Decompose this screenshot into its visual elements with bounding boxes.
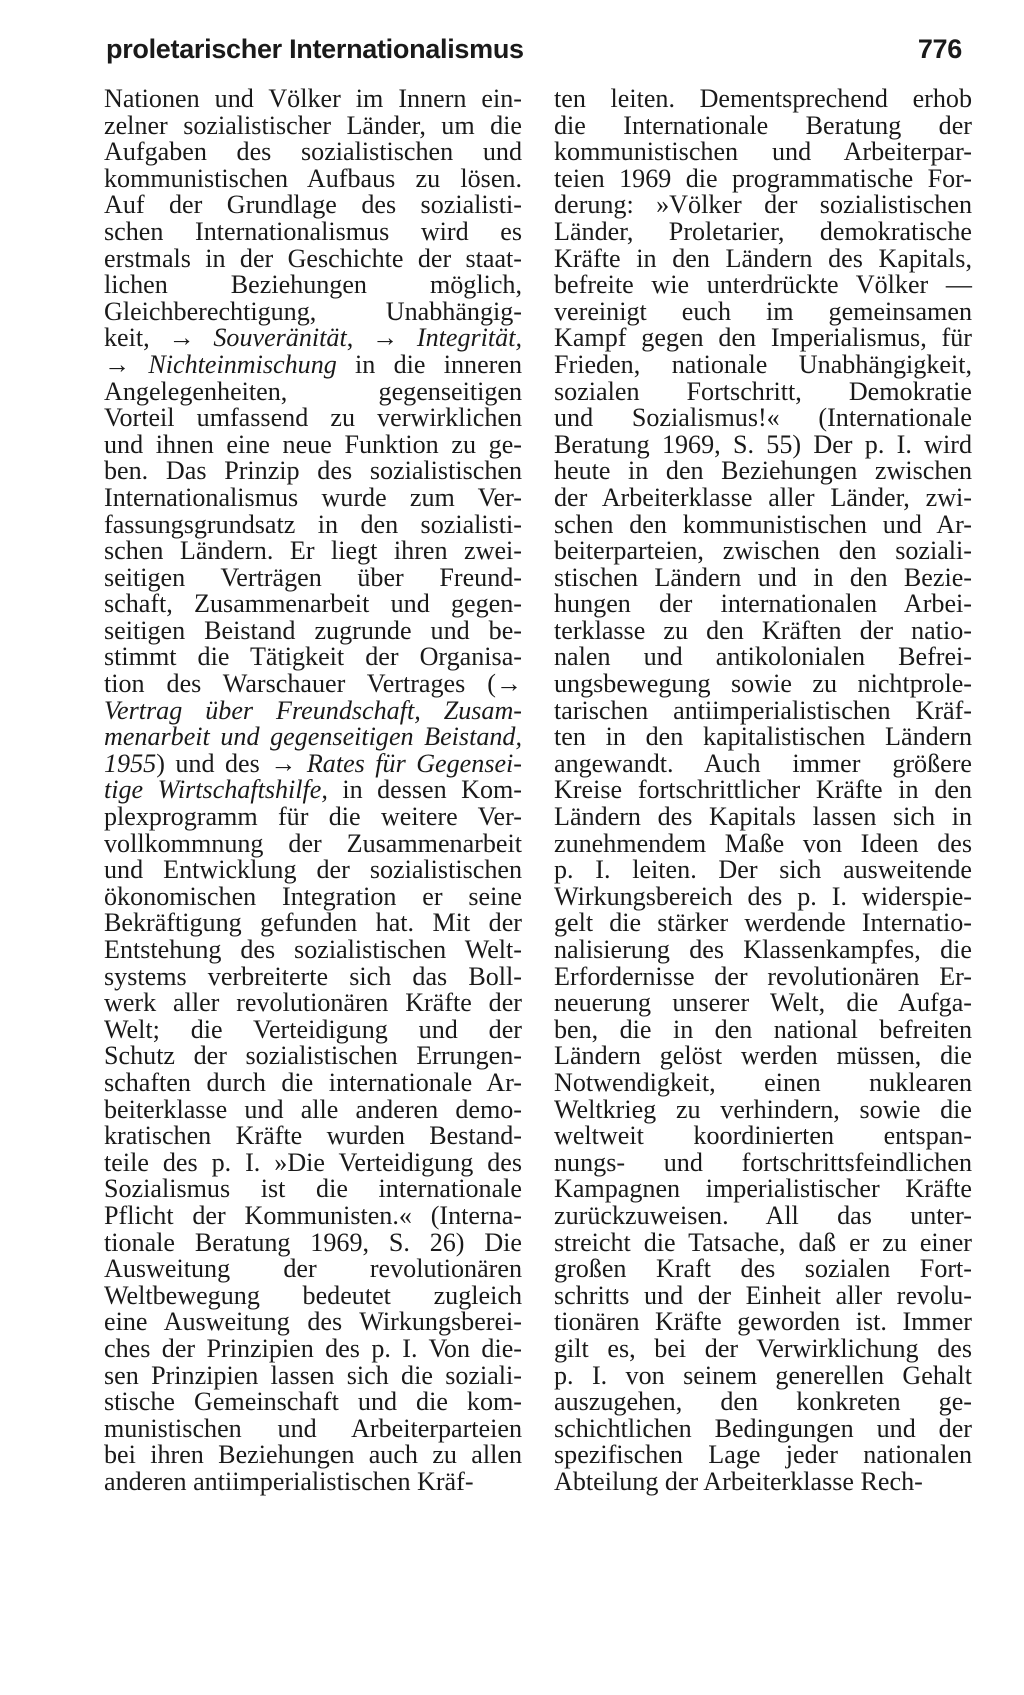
text-line: und Sozialismus!« (Internationale bbox=[554, 403, 972, 433]
text-line: menarbeit und gegenseitigen Beistand, bbox=[104, 722, 522, 752]
text-line: nalen und antikolonialen Befrei- bbox=[554, 642, 972, 672]
text-line: Kräfte in den Ländern des Kapitals, bbox=[554, 243, 972, 273]
text-line: der Arbeiterklasse aller Länder, zwi- bbox=[554, 482, 972, 512]
text-line: vollkommnung der Zusammenarbeit bbox=[104, 828, 522, 858]
text-line: spezifischen Lage jeder nationalen bbox=[554, 1440, 972, 1470]
text-line: Wirkungsbereich des p. I. widerspie- bbox=[554, 881, 972, 911]
entry-heading: proletarischer Internationalismus bbox=[106, 34, 524, 64]
text-line: heute in den Beziehungen zwischen bbox=[554, 456, 972, 486]
text-line: Bekräftigung gefunden hat. Mit der bbox=[104, 908, 522, 938]
text-line: ben, die in den national befreiten bbox=[554, 1014, 972, 1044]
text-line: teile des p. I. »Die Verteidigung des bbox=[104, 1147, 522, 1177]
text-line: und Entwicklung der sozialistischen bbox=[104, 855, 522, 885]
text-line: fassungsgrundsatz in den sozialisti- bbox=[104, 509, 522, 539]
text-line: lichen Beziehungen möglich, bbox=[104, 270, 522, 300]
text-line: ches der Prinzipien des p. I. Von die- bbox=[104, 1333, 522, 1363]
right-text-column bbox=[554, 86, 972, 1495]
text-line: plexprogramm für die weitere Ver- bbox=[104, 802, 522, 832]
text-line: vereinigt euch im gemeinsamen bbox=[554, 296, 972, 326]
text-line: Gleichberechtigung, Unabhängig- bbox=[104, 296, 522, 326]
text-line: derung: »Völker der sozialistischen bbox=[554, 190, 972, 220]
text-line: Internationalismus wurde zum Ver- bbox=[104, 482, 522, 512]
text-line: p. I. leiten. Der sich ausweitende bbox=[554, 855, 972, 885]
text-line: Kreise fortschrittlicher Kräfte in den bbox=[554, 775, 972, 805]
text-line: schaft, Zusammenarbeit und gegen- bbox=[104, 589, 522, 619]
text-line: angewandt. Auch immer größere bbox=[554, 748, 972, 778]
text-line: Ländern gelöst werden müssen, die bbox=[554, 1041, 972, 1071]
text-line: Kampf gegen den Imperialismus, für bbox=[554, 323, 972, 353]
text-line: Aufgaben des sozialistischen und bbox=[104, 137, 522, 167]
text-line: tarischen antiimperialistischen Kräf- bbox=[554, 695, 972, 725]
text-line: p. I. von seinem generellen Gehalt bbox=[554, 1360, 972, 1390]
text-line: neuerung unserer Welt, die Aufga- bbox=[554, 988, 972, 1018]
text-line: Beratung 1969, S. 55) Der p. I. wird bbox=[554, 429, 972, 459]
text-line: Vorteil umfassend zu verwirklichen bbox=[104, 403, 522, 433]
text-line: ten leiten. Dementsprechend erhob bbox=[554, 84, 972, 113]
text-line: Ausweitung der revolutionären bbox=[104, 1254, 522, 1284]
text-line: 1955) und des → Rates für Gegensei- bbox=[104, 748, 522, 778]
text-line: Entstehung des sozialistischen Welt- bbox=[104, 935, 522, 964]
text-line: stische Gemeinschaft und die kom- bbox=[104, 1387, 522, 1417]
text-line: werk aller revolutionären Kräfte der bbox=[104, 988, 522, 1018]
text-line: schen den kommunistischen und Ar- bbox=[554, 509, 972, 539]
text-line: Ländern des Kapitals lassen sich in bbox=[554, 802, 972, 832]
text-line: und ihnen eine neue Funktion zu ge- bbox=[104, 429, 522, 459]
text-line: systems verbreiterte sich das Boll- bbox=[104, 961, 522, 991]
text-line: Vertrag über Freundschaft, Zusam- bbox=[104, 695, 522, 725]
text-line: Abteilung der Arbeiterklasse Rech- bbox=[554, 1466, 923, 1496]
text-line: nalisierung des Klassenkampfes, die bbox=[554, 935, 972, 964]
text-line: tige Wirtschaftshilfe, in dessen Kom- bbox=[104, 775, 522, 805]
text-line: bei ihren Beziehungen auch zu allen bbox=[104, 1440, 522, 1470]
text-line: → Nichteinmischung in die inneren bbox=[104, 349, 522, 379]
page-number: 776 bbox=[917, 34, 962, 64]
text-line: kratischen Kräfte wurden Bestand- bbox=[104, 1121, 522, 1151]
text-line: keit, → Souveränität, → Integrität, bbox=[104, 323, 522, 353]
text-line: ten in den kapitalistischen Ländern bbox=[554, 722, 972, 752]
text-line: eine Ausweitung des Wirkungsberei- bbox=[104, 1307, 522, 1337]
text-line: schen Ländern. Er liegt ihren zwei- bbox=[104, 536, 522, 566]
text-line: zurückzuweisen. All das unter- bbox=[554, 1200, 972, 1230]
text-line: schritts und der Einheit aller revolu- bbox=[554, 1280, 972, 1310]
text-line: streicht die Tatsache, daß er zu einer bbox=[554, 1227, 972, 1257]
text-line: tionären Kräfte geworden ist. Immer bbox=[554, 1307, 972, 1337]
text-line: Weltbewegung bedeutet zugleich bbox=[104, 1280, 522, 1310]
text-line: Erfordernisse der revolutionären Er- bbox=[554, 961, 972, 991]
text-line: kommunistischen Aufbaus zu lösen. bbox=[104, 163, 522, 193]
text-line: auszugehen, den konkreten ge- bbox=[554, 1387, 972, 1417]
text-line: Weltkrieg zu verhindern, sowie die bbox=[554, 1094, 972, 1124]
text-line: Kampagnen imperialistischer Kräfte bbox=[554, 1174, 972, 1204]
text-line: stischen Ländern und in den Bezie- bbox=[554, 562, 972, 592]
text-line: tion des Warschauer Vertrages (→ bbox=[104, 669, 522, 699]
text-line: Schutz der sozialistischen Errungen- bbox=[104, 1041, 522, 1071]
text-line: gilt es, bei der Verwirklichung des bbox=[554, 1333, 972, 1363]
running-head bbox=[106, 34, 962, 74]
text-line: weltweit koordinierten entspan- bbox=[554, 1121, 972, 1151]
text-line: schichtlichen Bedingungen und der bbox=[554, 1413, 972, 1443]
text-line: teien 1969 die programmatische For- bbox=[554, 163, 972, 193]
text-line: beiterklasse und alle anderen demo- bbox=[104, 1094, 522, 1124]
text-line: seitigen Beistand zugrunde und be- bbox=[104, 615, 522, 645]
text-line: sen Prinzipien lassen sich die soziali- bbox=[104, 1360, 522, 1390]
text-line: Länder, Proletarier, demokratische bbox=[554, 216, 972, 246]
text-line: Angelegenheiten, gegenseitigen bbox=[104, 376, 522, 406]
text-line: zunehmendem Maße von Ideen des bbox=[554, 828, 972, 858]
text-line: seitigen Verträgen über Freund- bbox=[104, 562, 522, 592]
text-line: hungen der internationalen Arbei- bbox=[554, 589, 972, 619]
text-line: beiterparteien, zwischen den soziali- bbox=[554, 536, 972, 566]
text-line: schen Internationalismus wird es bbox=[104, 216, 522, 246]
text-line: schaften durch die internationale Ar- bbox=[104, 1067, 522, 1097]
text-line: erstmals in der Geschichte der staat- bbox=[104, 243, 522, 273]
text-line: Notwendigkeit, einen nuklearen bbox=[554, 1067, 972, 1097]
text-line: ungsbewegung sowie zu nichtprole- bbox=[554, 669, 972, 699]
text-line: die Internationale Beratung der bbox=[554, 110, 972, 140]
text-line: Sozialismus ist die internationale bbox=[104, 1174, 522, 1204]
text-line: Nationen und Völker im Innern ein- bbox=[104, 84, 522, 113]
text-line: kommunistischen und Arbeiterpar- bbox=[554, 137, 972, 167]
text-line: Welt; die Verteidigung und der bbox=[104, 1014, 522, 1044]
left-text-column bbox=[104, 86, 522, 1495]
text-line: großen Kraft des sozialen Fort- bbox=[554, 1254, 972, 1284]
text-line: anderen antiimperialistischen Kräf- bbox=[104, 1466, 474, 1496]
text-line: nungs- und fortschrittsfeindlichen bbox=[554, 1147, 972, 1177]
text-line: terklasse zu den Kräften der natio- bbox=[554, 615, 972, 645]
text-line: stimmt die Tätigkeit der Organisa- bbox=[104, 642, 522, 672]
text-line: zelner sozialistischer Länder, um die bbox=[104, 110, 522, 140]
text-line: Auf der Grundlage des sozialisti- bbox=[104, 190, 522, 220]
text-line: munistischen und Arbeiterparteien bbox=[104, 1413, 522, 1443]
text-line: gelt die stärker werdende Internatio- bbox=[554, 908, 972, 938]
text-line: befreite wie unterdrückte Völker — bbox=[554, 270, 972, 300]
text-line: ökonomischen Integration er seine bbox=[104, 881, 522, 911]
text-line: ben. Das Prinzip des sozialistischen bbox=[104, 456, 522, 486]
text-line: Frieden, nationale Unabhängigkeit, bbox=[554, 349, 972, 379]
text-line: tionale Beratung 1969, S. 26) Die bbox=[104, 1227, 522, 1257]
text-line: sozialen Fortschritt, Demokratie bbox=[554, 376, 972, 406]
text-line: Pflicht der Kommunisten.« (Interna- bbox=[104, 1200, 522, 1230]
